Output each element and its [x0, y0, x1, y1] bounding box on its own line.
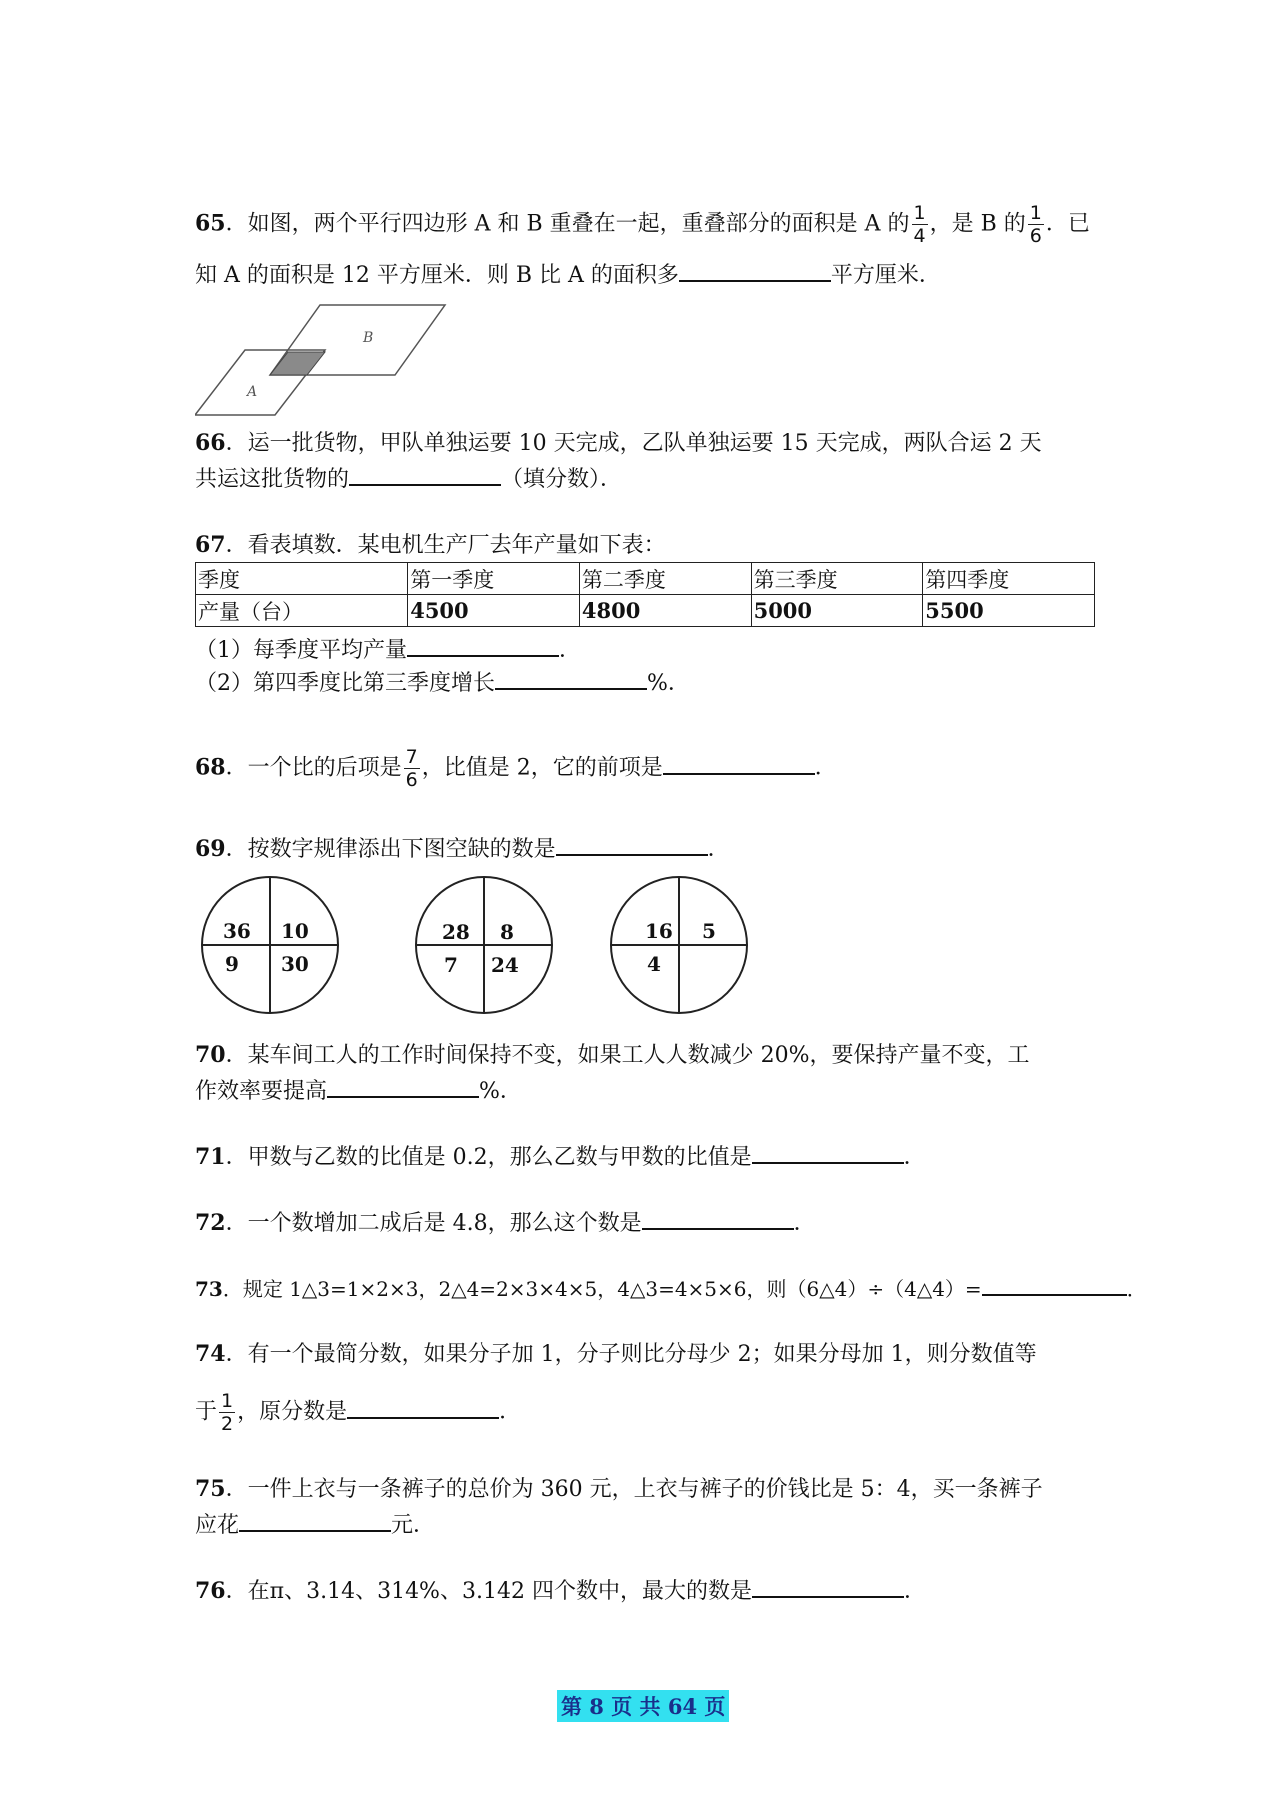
- circle-3-tr: 5: [702, 919, 716, 943]
- q71-answer-blank[interactable]: [752, 1140, 904, 1164]
- table-header-row: [196, 563, 1095, 595]
- q76-text-b: ．: [903, 1579, 926, 1604]
- table-cell: 产量（台）: [196, 595, 408, 627]
- q75-answer-blank[interactable]: [239, 1508, 391, 1532]
- q74-fraction: [219, 1390, 235, 1435]
- circle-1: [202, 877, 338, 1013]
- q70-text-c: %．: [479, 1079, 522, 1104]
- q65-text-b: ，是 B 的: [929, 211, 1026, 237]
- q72-number: 72: [195, 1210, 226, 1236]
- q65-frac-a-num: 1: [913, 202, 926, 224]
- q65-line1: [195, 202, 1090, 247]
- q68-number: 68: [195, 754, 226, 781]
- q71-text-b: ．: [903, 1145, 926, 1170]
- circle-1-tr: 10: [281, 919, 309, 943]
- q73-line: [195, 1272, 1147, 1304]
- q76-line: [195, 1574, 926, 1607]
- q67-text: ．看表填数．某电机生产厂去年产量如下表：: [225, 533, 666, 558]
- q66-text-b: 共运这批货物的: [195, 467, 350, 492]
- q66-line1: [195, 428, 1042, 459]
- q69-number: 69: [195, 836, 226, 862]
- q76-text-a: ．在π、3.14、314%、3.142 四个数中，最大的数是: [225, 1579, 752, 1604]
- circle-1-bl: 9: [225, 952, 239, 976]
- q67-sub2-end: %．: [647, 671, 690, 696]
- q65-fraction-a: [912, 202, 928, 247]
- q74-line2: [195, 1390, 521, 1435]
- q65-text-a: ．如图，两个平行四边形 A 和 B 重叠在一起，重叠部分的面积是 A 的: [225, 211, 910, 237]
- q74-number: 74: [195, 1341, 226, 1367]
- q75-text-b: 应花: [195, 1513, 240, 1538]
- q66-line2: [195, 462, 622, 495]
- q65-frac-b-den: 6: [1029, 225, 1042, 247]
- q74-answer-blank[interactable]: [347, 1395, 499, 1419]
- q73-text-b: ．: [1126, 1277, 1147, 1301]
- q75-number: 75: [195, 1476, 226, 1502]
- q67-sub2-text: （2）第四季度比第三季度增长: [195, 671, 495, 696]
- q67-line1: [195, 530, 666, 561]
- q72-line: [195, 1206, 816, 1239]
- q73-text-a: ．规定 1△3=1×2×3，2△4=2×3×4×5，4△3=4×5×6，则（6△4）÷（4△4）=: [222, 1277, 982, 1301]
- q65-text-d: 知 A 的面积是 12 平方厘米．则 B 比 A 的面积多: [195, 263, 679, 288]
- q65-frac-a-den: 4: [913, 225, 926, 247]
- circle-3: [611, 877, 747, 1013]
- q75-text-a: ．一件上衣与一条裤子的总价为 360 元，上衣与裤子的价钱比是 5：4，买一条裤子: [225, 1477, 1043, 1502]
- q66-text-a: ．运一批货物，甲队单独运要 10 天完成，乙队单独运要 15 天完成，两队合运 2 天: [225, 431, 1042, 456]
- production-table: [195, 562, 1095, 627]
- circle-2-tr: 8: [500, 920, 514, 944]
- circle-2-br: 24: [491, 953, 519, 977]
- circle-1-br: 30: [281, 952, 309, 976]
- table-row: [196, 595, 1095, 627]
- q68-text-c: ．: [814, 755, 837, 781]
- q71-line: [195, 1140, 926, 1173]
- table-cell: 第一季度: [408, 563, 580, 595]
- label-b: B: [363, 330, 374, 346]
- q75-line2: [195, 1508, 435, 1541]
- q67-sub1-end: ．: [559, 638, 582, 663]
- q69-text-b: ．: [707, 837, 730, 862]
- q66-answer-blank[interactable]: [349, 462, 501, 486]
- q67-sub2: [195, 666, 690, 699]
- q74-text-c: ，原分数是: [237, 1399, 348, 1425]
- table-cell: 4500: [408, 595, 580, 627]
- q74-frac-den: 2: [221, 1413, 234, 1435]
- q76-answer-blank[interactable]: [752, 1574, 904, 1598]
- q65-line2: [195, 258, 941, 291]
- q68-answer-blank[interactable]: [663, 751, 815, 775]
- table-cell: 第二季度: [579, 563, 751, 595]
- q68-text-a: ．一个比的后项是: [225, 755, 402, 781]
- q71-number: 71: [195, 1144, 226, 1170]
- label-a: A: [247, 384, 258, 400]
- table-cell: 4800: [579, 595, 751, 627]
- q68-frac-num: 7: [405, 746, 418, 768]
- q67-sub1: [195, 633, 581, 666]
- q71-text-a: ．甲数与乙数的比值是 0.2，那么乙数与甲数的比值是: [225, 1145, 752, 1170]
- q65-number: 65: [195, 210, 226, 237]
- q68-text-b: ，比值是 2，它的前项是: [421, 755, 663, 781]
- table-cell: 第三季度: [751, 563, 923, 595]
- circle-2: [416, 877, 552, 1013]
- q69-text-a: ．按数字规律添出下图空缺的数是: [225, 837, 556, 862]
- circle-3-tl: 16: [645, 919, 673, 943]
- table-cell: 第四季度: [923, 563, 1095, 595]
- page-number: 第 8 页 共 64 页: [557, 1690, 729, 1722]
- q70-text-b: 作效率要提高: [195, 1079, 328, 1104]
- q70-answer-blank[interactable]: [327, 1074, 479, 1098]
- q66-number: 66: [195, 430, 226, 456]
- q70-line1: [195, 1040, 1030, 1071]
- circle-2-bl: 7: [444, 953, 458, 977]
- q65-text-c: ．已: [1045, 211, 1090, 237]
- q67-number: 67: [195, 532, 226, 558]
- table-cell: 5500: [923, 595, 1095, 627]
- q75-text-c: 元．: [391, 1513, 436, 1538]
- q70-text-a: ．某车间工人的工作时间保持不变，如果工人人数减少 20%，要保持产量不变，工: [225, 1043, 1030, 1068]
- q72-text-b: ．: [793, 1211, 816, 1236]
- q68-frac-den: 6: [405, 769, 418, 791]
- q65-answer-blank[interactable]: [679, 258, 831, 282]
- q68-fraction: [404, 746, 420, 791]
- q72-answer-blank[interactable]: [642, 1206, 794, 1230]
- q66-text-c: （填分数）．: [501, 467, 623, 492]
- q67-sub1-blank[interactable]: [407, 633, 559, 657]
- table-cell: 季度: [196, 563, 408, 595]
- q74-line1: [195, 1339, 1037, 1370]
- q68-line: [195, 746, 837, 791]
- q73-answer-blank[interactable]: [982, 1272, 1127, 1296]
- table-cell: 5000: [751, 595, 923, 627]
- circle-2-tl: 28: [442, 920, 470, 944]
- q74-text-b: 于: [195, 1399, 218, 1425]
- number-circles: [195, 870, 755, 1020]
- q73-number: 73: [195, 1277, 223, 1301]
- q67-sub2-blank[interactable]: [495, 666, 647, 690]
- q65-fraction-b: [1028, 202, 1044, 247]
- q65-frac-b-num: 1: [1029, 202, 1042, 224]
- q75-line1: [195, 1474, 1043, 1505]
- circle-1-tl: 36: [223, 919, 251, 943]
- q69-answer-blank[interactable]: [556, 832, 708, 856]
- q70-line2: [195, 1074, 522, 1107]
- q74-text-d: ．: [499, 1399, 522, 1425]
- q67-sub1-text: （1）每季度平均产量: [195, 638, 407, 663]
- circle-3-bl: 4: [647, 952, 661, 976]
- q69-line: [195, 832, 730, 865]
- q74-text-a: ．有一个最简分数，如果分子加 1，分子则比分母少 2；如果分母加 1，则分数值等: [225, 1342, 1037, 1367]
- parallelogram-figure: [195, 300, 455, 420]
- q76-number: 76: [195, 1578, 226, 1604]
- q70-number: 70: [195, 1042, 226, 1068]
- q74-frac-num: 1: [221, 1390, 234, 1412]
- q72-text-a: ．一个数增加二成后是 4.8，那么这个数是: [225, 1211, 642, 1236]
- q65-text-e: 平方厘米．: [830, 263, 941, 288]
